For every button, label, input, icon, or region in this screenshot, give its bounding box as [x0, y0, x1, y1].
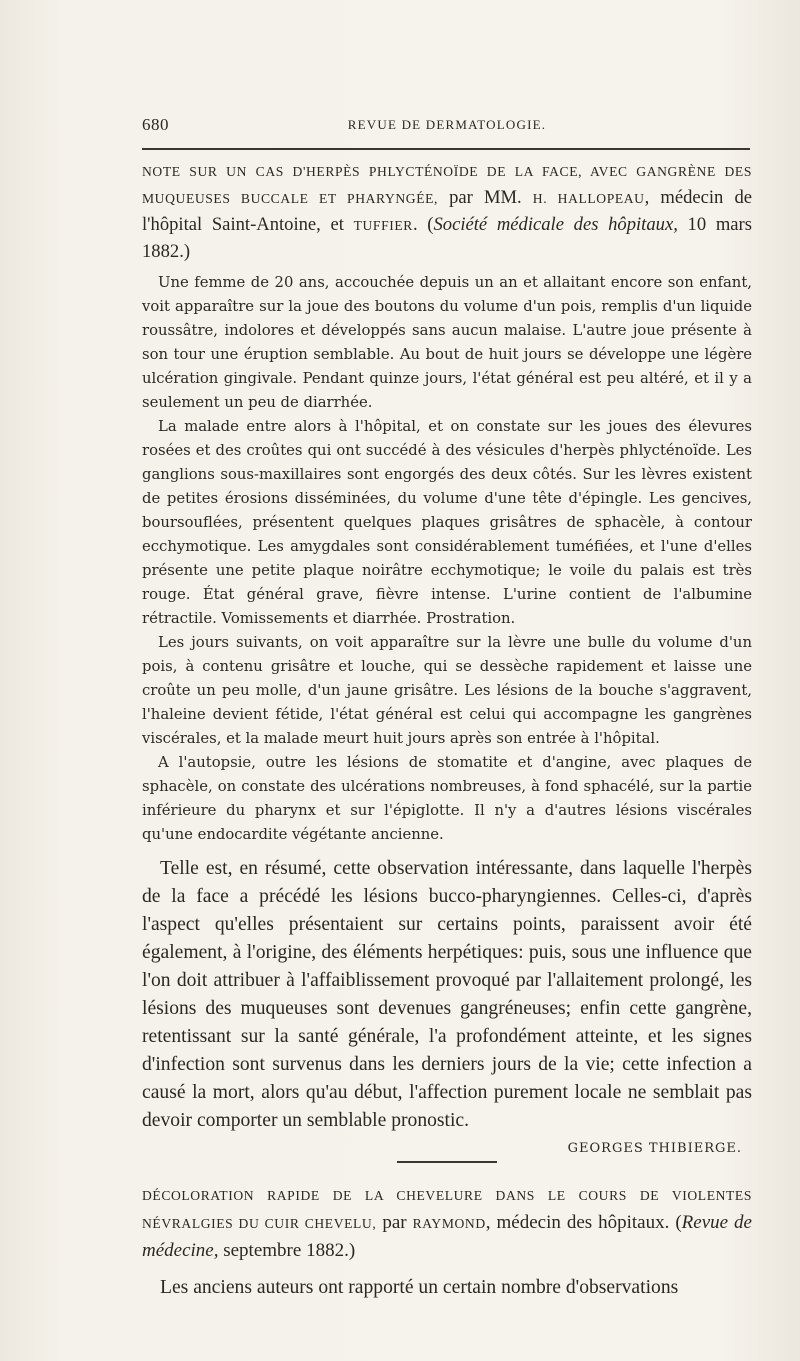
signature: GEORGES THIBIERGE. — [567, 1141, 742, 1156]
header-rule — [142, 148, 750, 150]
author-name: RAYMOND — [412, 1216, 486, 1231]
source-date: 10 mars 1882.) — [142, 214, 752, 262]
source-journal: Société médicale des hôpitaux, — [433, 214, 678, 235]
main-content — [142, 158, 752, 1302]
case-summary — [142, 271, 752, 847]
author-affiliation: , médecin des hôpitaux. ( — [485, 1212, 682, 1233]
source-date: septembre 1882.) — [218, 1240, 356, 1261]
author-name: H. HALLOPEAU — [532, 191, 645, 206]
summary-paragraph: Les jours suivants, on voit apparaître sur la lèvre une bulle du volume d'un pois, à contenu grisâtre et louche, qui se dessèche rapidement et laisse une croûte un peu molle, d'un jaune grisâtre. Les lésions de la bouche s'aggravent, l'haleine devient fétide, l'état général est celui qui accompagne les gangrènes viscérales, et la malade meurt huit jours après son entrée à l'hôpital. — [142, 634, 752, 747]
article-by: par — [376, 1212, 413, 1233]
running-title: REVUE DE DERMATOLOGIE. — [347, 117, 547, 132]
article-heading — [142, 1181, 752, 1264]
article-title: NOTE SUR UN CAS D'HERPÈS PHLYCTÉNOÏDE DE LA FACE, AVEC GANGRÈNE DES MUQUEUSES BUCCALE ET PHARYNGÉE, — [142, 164, 752, 206]
commentary-paragraph: Telle est, en résumé, cette observation intéressante, dans laquelle l'herpès de la face a précédé les lésions bucco-pharyngiennes. Celles-ci, d'après l'aspect qu'elles présentaient sur certains points, paraissent avoir été également, à l'origine, des éléments herpétiques: puis, sous une influence que l'on doit attribuer à l'affaiblissement provoqué par l'allaitement prolongé, les lésions des muqueuses sont devenues gangréneuses; enfin cette gangrène, retentissant sur la santé générale, l'a profondément atteinte, et les signes d'infection sont survenus dans les derniers jours de la vie; cette infection a causé la mort, alors qu'au début, l'affection purement locale ne semblait pas devoir comporter un semblable pronostic. — [142, 858, 752, 1131]
article-title: DÉCOLORATION RAPIDE DE LA CHEVELURE DANS LE COURS DE VIOLENTES NÉVRALGIES DU CUIR CHEVELU, — [142, 1188, 752, 1231]
page-number: 680 — [142, 115, 169, 134]
body-paragraph: Les anciens auteurs ont rapporté un certain nombre d'observations — [160, 1277, 679, 1298]
running-header — [142, 115, 752, 137]
section-divider — [397, 1161, 497, 1163]
article-by: par MM. — [438, 187, 533, 208]
coauthor-name: TUFFIER — [353, 218, 413, 233]
source-journal: Revue de médecine, — [142, 1212, 752, 1261]
summary-paragraph: A l'autopsie, outre les lésions de stomatite et d'angine, avec plaques de sphacèle, on constate des ulcérations nombreuses, à fond sphacélé, sur la partie inférieure du pharynx et sur l'épiglotte. Il n'y a d'autres lésions viscérales qu'une endocardite végétante ancienne. — [142, 754, 752, 843]
author-affiliation: , médecin de l'hôpital Saint-Antoine, et — [142, 187, 752, 235]
heading-punct: . ( — [412, 214, 434, 235]
summary-paragraph: Une femme de 20 ans, accouchée depuis un an et allaitant encore son enfant, voit apparaître sur la joue des boutons du volume d'un pois, remplis d'un liquide roussâtre, indolores et développés sans aucun malaise. L'autre joue présente à son tour une éruption semblable. Au bout de huit jours se développe une légère ulcération gingivale. Pendant quinze jours, l'état général est peu altéré, et il y a seulement un peu de diarrhée. — [142, 274, 752, 411]
article-heading — [142, 158, 752, 265]
summary-paragraph: La malade entre alors à l'hôpital, et on constate sur les joues des élevures rosées et des croûtes qui ont succédé à des vésicules d'herpès phlycténoïde. Les ganglions sous-maxillaires sont engorgés des deux côtés. Sur les lèvres existent de petites érosions disséminées, du volume d'une tête d'épingle. Les gencives, boursouflées, présentent quelques plaques grisâtres de sphacèle, à contour ecchymotique. Les amygdales sont considérablement tuméfiées, et l'une d'elles présente une petite plaque noirâtre ecchymotique; le voile du palais est très rouge. État général grave, fièvre intense. L'urine contient de l'albumine rétractile. Vomissements et diarrhée. Prostration. — [142, 418, 752, 627]
